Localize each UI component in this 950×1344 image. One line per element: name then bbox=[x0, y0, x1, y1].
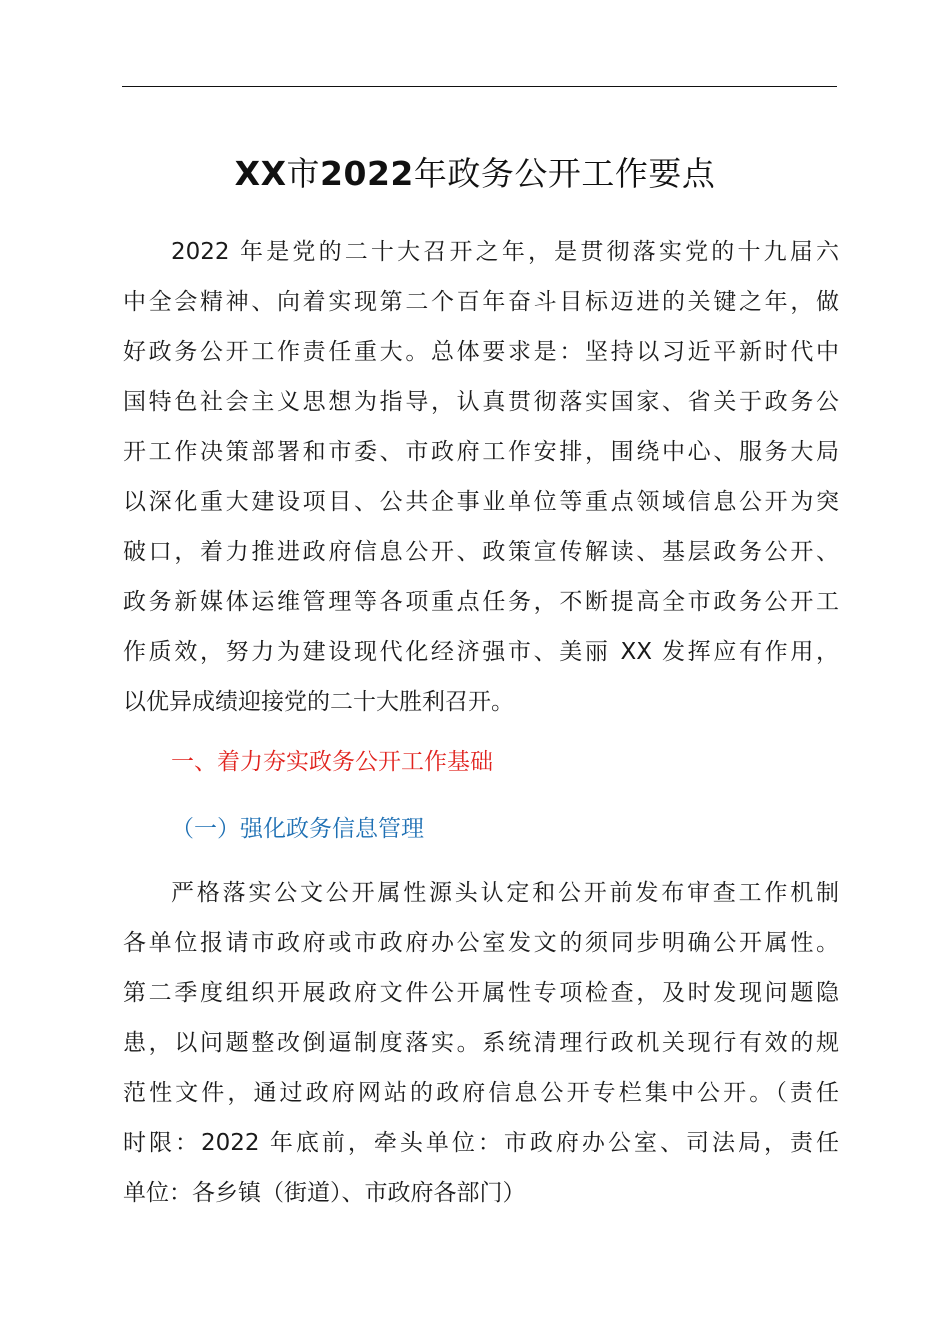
title-city-char: 市 bbox=[286, 154, 321, 193]
body-line: 范性文件，通过政府网站的政府信息公开专栏集中公开。（责任 bbox=[123, 1080, 839, 1106]
body-line: 时限：2022 年底前，牵头单位：市政府办公室、司法局，责任 bbox=[123, 1130, 839, 1156]
intro-line: 破口，着力推进政府信息公开、政策宣传解读、基层政务公开、 bbox=[123, 539, 839, 565]
header-rule bbox=[122, 86, 837, 87]
intro-line: 国特色社会主义思想为指导，认真贯彻落实国家、省关于政务公 bbox=[123, 389, 839, 415]
intro-line: 作质效，努力为建设现代化经济强市、美丽 XX 发挥应有作用， bbox=[123, 639, 839, 665]
intro-line: 以深化重大建设项目、公共企事业单位等重点领域信息公开为突 bbox=[123, 489, 839, 515]
intro-line: 2022 年是党的二十大召开之年，是贯彻落实党的十九届六 bbox=[171, 239, 839, 265]
intro-line: 好政务公开工作责任重大。总体要求是：坚持以习近平新时代中 bbox=[123, 339, 839, 365]
body-line: 单位：各乡镇（街道）、市政府各部门） bbox=[123, 1180, 526, 1206]
intro-line: 中全会精神、向着实现第二个百年奋斗目标迈进的关键之年，做 bbox=[123, 289, 839, 315]
title-year: 2022 bbox=[320, 154, 414, 193]
subsection-heading: （一）强化政务信息管理 bbox=[171, 816, 424, 842]
title-suffix: 年政务公开工作要点 bbox=[413, 154, 716, 193]
body-line: 各单位报请市政府或市政府办公室发文的须同步明确公开属性。 bbox=[123, 930, 839, 956]
body-line: 第二季度组织开展政府文件公开属性专项检查，及时发现问题隐 bbox=[123, 980, 839, 1006]
title-prefix: XX bbox=[234, 154, 287, 193]
intro-line: 开工作决策部署和市委、市政府工作安排，围绕中心、服务大局 bbox=[123, 439, 839, 465]
body-line: 患，以问题整改倒逼制度落实。系统清理行政机关现行有效的规 bbox=[123, 1030, 839, 1056]
document-title bbox=[0, 150, 950, 198]
intro-line: 以优异成绩迎接党的二十大胜利召开。 bbox=[123, 689, 514, 715]
body-paragraph bbox=[123, 868, 839, 1218]
body-line: 严格落实公文公开属性源头认定和公开前发布审查工作机制 bbox=[171, 880, 839, 906]
intro-paragraph bbox=[123, 227, 839, 727]
section-heading: 一、着力夯实政务公开工作基础 bbox=[171, 749, 493, 775]
intro-line: 政务新媒体运维管理等各项重点任务，不断提高全市政务公开工 bbox=[123, 589, 839, 615]
